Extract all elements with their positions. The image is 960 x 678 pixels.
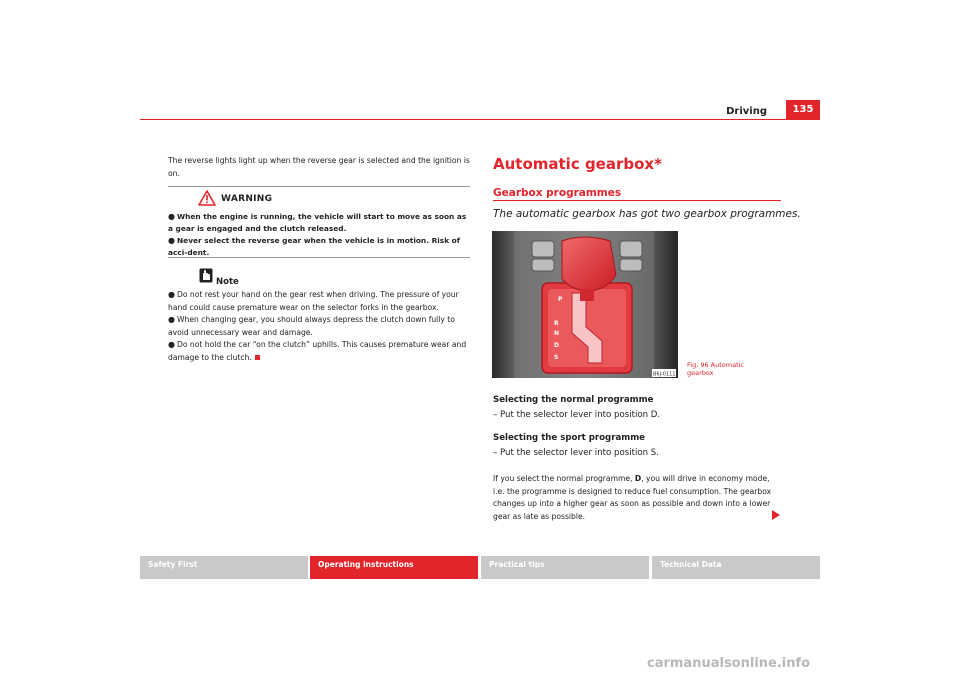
warning-item-text: Never select the reverse gear when the vehicle is in motion. Risk of acci-dent. [168,236,460,257]
page-number-badge: 135 [786,100,820,120]
bullet-icon: ● [168,212,175,221]
normal-programme-heading: Selecting the normal programme [493,395,654,405]
note-item [168,339,473,364]
bullet-icon: ● [168,290,175,299]
section-heading: Automatic gearbox* [493,155,662,173]
automatic-gearbox-figure [492,231,678,378]
figure-caption-text: Fig. 96 Automatic gearbox [687,361,745,377]
page-section-title: Driving [726,106,767,117]
figure-code: B6J-0111 [653,371,676,378]
bullet-icon: ● [168,315,175,324]
header-divider [140,119,820,120]
gear-label-p: P [558,296,563,303]
tab-practical-tips[interactable]: Practical tips [481,556,649,579]
paragraph-text: If you select the normal programme, [493,474,635,483]
tab-safety-first[interactable]: Safety First [140,556,308,579]
warning-title: WARNING [221,194,273,204]
note-hand-icon [199,268,213,283]
next-page-arrow-icon[interactable] [771,509,781,521]
note-title: Note [216,277,239,287]
warning-triangle-icon [198,190,216,206]
tab-operating-instructions[interactable]: Operating instructions [310,556,478,579]
note-item [168,289,473,314]
bullet-icon: ● [168,236,175,245]
note-item-text: Do not hold the car “on the clutch” uphills. This causes premature wear and damage to the clutch. [168,340,467,362]
warning-box [168,186,470,258]
subsection-heading: Gearbox programmes [493,187,622,199]
subsection-intro: The automatic gearbox has got two gearbox programmes. [493,208,801,220]
subsection-divider [493,200,781,201]
bullet-icon: ● [168,340,175,349]
tab-technical-data[interactable]: Technical Data [652,556,820,579]
gear-label-r: R [554,320,559,327]
note-item-text: When changing gear, you should always depress the clutch down fully to avoid unnecessary wear and damage. [168,315,455,337]
section-end-mark [255,355,260,360]
note-item [168,314,473,339]
paragraph-text: , you will drive in economy mode, i.e. the programme is designed to reduce fuel consumption. The gearbox changes up into a higher gear as soon as possible and down into a lower gear as late as possible. [493,474,772,521]
note-item-text: Do not rest your hand on the gear rest when driving. The pressure of your hand could cause premature wear on the selector forks in the gearbox. [168,290,459,312]
gear-label-n: N [554,330,560,337]
gear-label-d: D [554,342,559,349]
figure-caption [687,361,749,377]
intro-paragraph: The reverse lights light up when the reverse gear is selected and the ignition is on. [168,156,470,178]
warning-item [168,211,470,235]
warning-item-text: When the engine is running, the vehicle will start to move as soon as a gear is engaged and the clutch released. [168,212,467,233]
warning-item [168,235,470,259]
watermark: carmanualsonline.info [647,656,811,671]
paragraph-bold-text: D [634,474,642,483]
normal-programme-step: – Put the selector lever into position D. [493,410,661,420]
sport-programme-step: – Put the selector lever into position S. [493,448,659,458]
programme-explanation-paragraph [493,473,783,523]
sport-programme-heading: Selecting the sport programme [493,433,645,443]
gear-label-s: S [554,354,559,361]
